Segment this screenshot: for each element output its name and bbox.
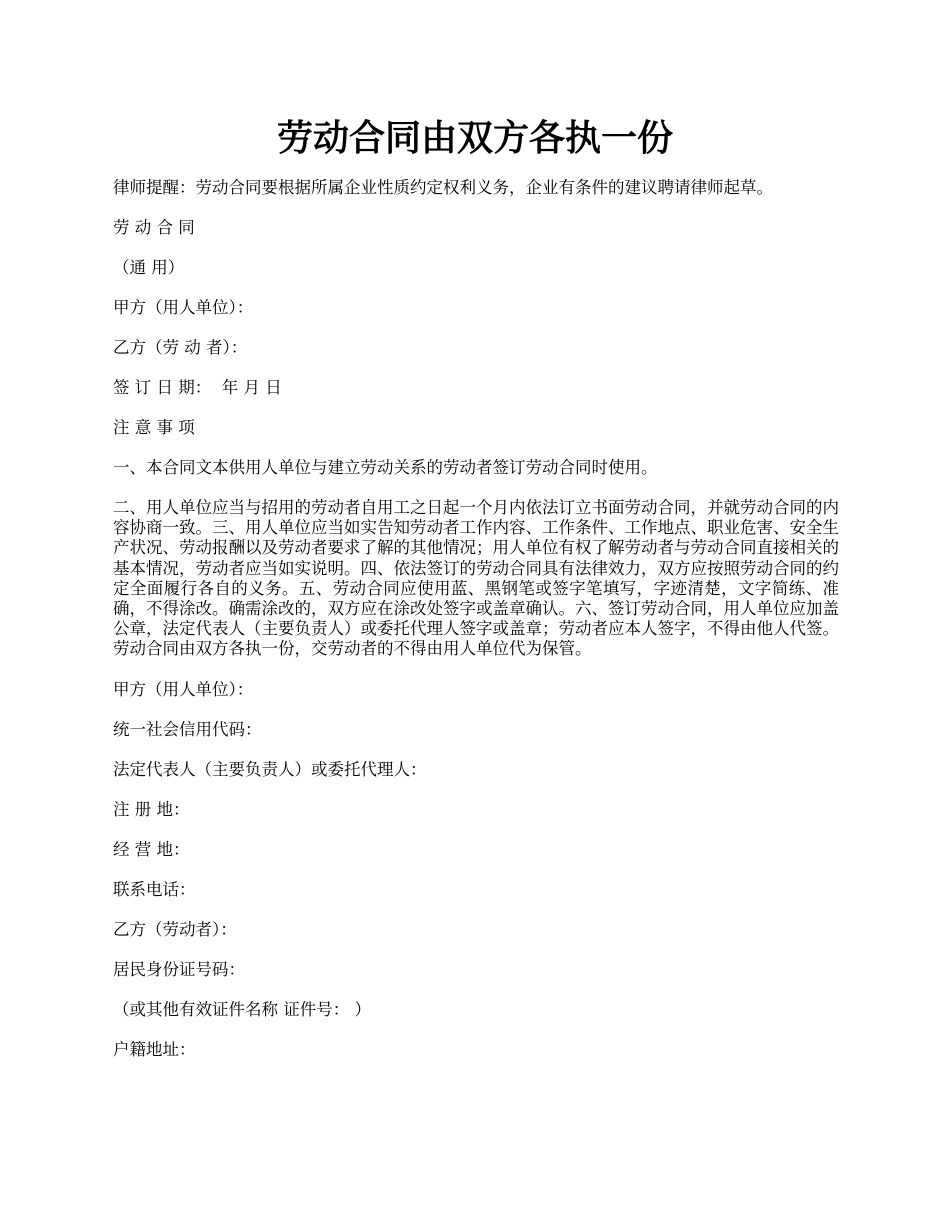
party-a-field: 甲方（用人单位）： (113, 679, 254, 699)
party-a-label: 甲方（用人单位）： (113, 298, 254, 317)
contract-heading: 劳 动 合 同 (113, 218, 195, 237)
business-address-field: 经 营 地： (113, 839, 190, 859)
credit-code-field: 统一社会信用代码： (113, 719, 262, 739)
party-b-field: 乙方（劳动者）： (113, 919, 237, 939)
note-item-2-to-6: 二、用人单位应当与招用的劳动者自用工之日起一个月内依法订立书面劳动合同，并就劳动合同的内容协商一致。三、用人单位应当如实告知劳动者工作内容、工作条件、工作地点、职业危害、安全生产状况、劳动报酬以及劳动者要求了解的其他情况；用人单位有权了解劳动者与劳动合同直接相关的基本情况，劳动者应当如实说明。四、依法签订的劳动合同具有法律效力，双方应按照劳动合同的约定全面履行各自的义务。五、劳动合同应使用蓝、黑钢笔或签字笔填写，字迹清楚，文字简练、准确，不得涂改。确需涂改的，双方应在涂改处签字或盖章确认。六、签订劳动合同，用人单位应加盖公章，法定代表人（主要负责人）或委托代理人签字或盖章；劳动者应本人签字，不得由他人代签。劳动合同由双方各执一份，交劳动者的不得由用人单位代为保管。 (113, 498, 839, 659)
household-address-field: 户籍地址： (113, 1039, 196, 1059)
document-title: 劳动合同由双方各执一份 (276, 117, 673, 159)
registered-address-field: 注 册 地： (113, 799, 190, 819)
lawyer-tip: 律师提醒：劳动合同要根据所属企业性质约定权利义务，企业有条件的建议聘请律师起草。 (113, 178, 773, 197)
other-id-field: （或其他有效证件名称 证件号： ） (113, 999, 371, 1019)
notes-heading: 注 意 事 项 (113, 418, 195, 437)
contract-subheading: （通 用） (113, 258, 185, 277)
legal-representative-field: 法定代表人（主要负责人）或委托代理人： (113, 759, 427, 779)
id-number-field: 居民身份证号码： (113, 959, 245, 979)
party-b-label: 乙方（劳 动 者）： (113, 338, 248, 357)
document-body (113, 178, 839, 1080)
signing-date: 签 订 日 期： 年 月 日 (113, 378, 282, 397)
phone-field: 联系电话： (113, 879, 196, 899)
note-item-1: 一、本合同文本供用人单位与建立劳动关系的劳动者签订劳动合同时使用。 (113, 458, 658, 477)
